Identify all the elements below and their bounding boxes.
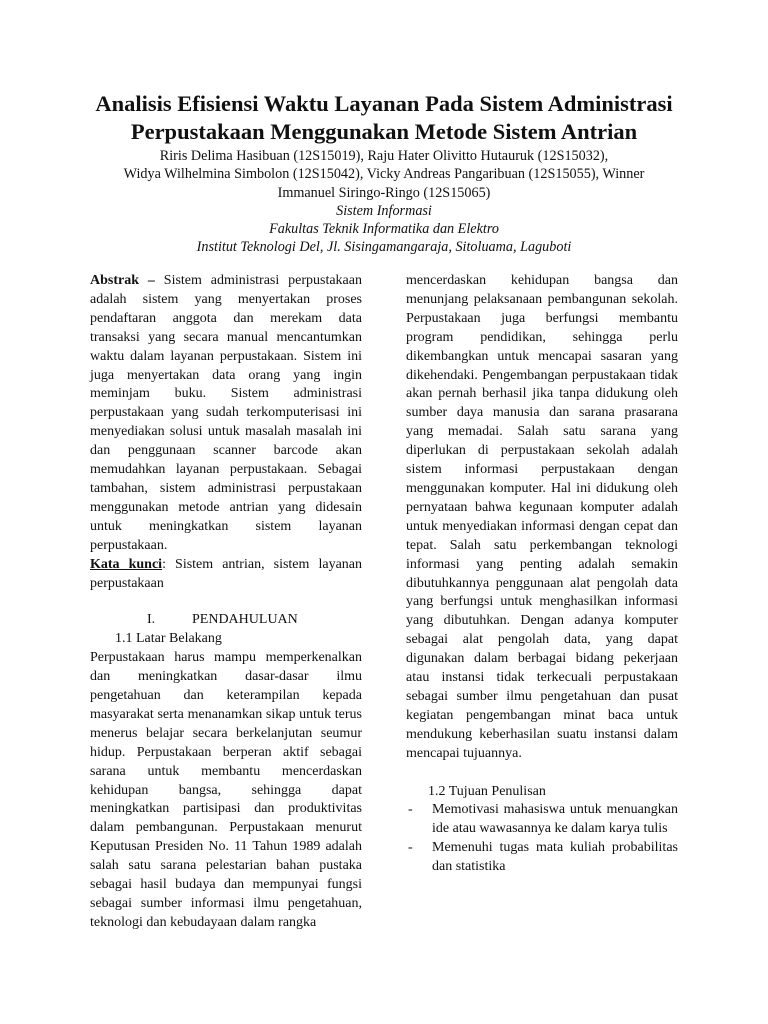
author-line-3: Immanuel Siringo-Ringo (12S15065) xyxy=(277,184,491,201)
author-line-2: Widya Wilhelmina Simbolon (12S15042), Vicky Andreas Pangaribuan (12S15055), Winner xyxy=(123,166,645,183)
faculty: Fakultas Teknik Informatika dan Elektro xyxy=(269,221,499,238)
bullet-dash: - xyxy=(408,802,413,818)
subsection-heading-1-1: 1.1 Latar Belakang xyxy=(115,631,222,647)
bullet-dash: - xyxy=(408,840,413,856)
keywords-text: : Sistem antrian, sistem layanan perpustakaan xyxy=(90,556,363,591)
keywords xyxy=(90,556,362,594)
keywords-label: Kata kunci xyxy=(90,556,163,572)
list-item xyxy=(406,801,678,839)
section-number: I. xyxy=(147,612,156,628)
department: Sistem Informasi xyxy=(336,202,432,219)
intro-paragraph-left: Perpustakaan harus mampu memperkenalkan dan meningkatkan dasar-dasar ilmu pengetahuan dan keterampilan kepada masyarakat serta menanamkan sikap untuk terus menerus belajar secara berkelanjutan seumur hidup. Perpustakaan berperan aktif sebagai sarana untuk membantu mencerdaskan kehidupan bangsa, sehingga dapat meningkatkan partisipasi dan produktivitas dalam pembangunan. Perpustakaan menurut Keputusan Presiden No. 11 Tahun 1989 adalah salah satu sarana pelestarian bahan pustaka sebagai hasil budaya dan mempunyai fungsi sebagai sumber informasi ilmu pengetahuan, teknologi dan kebudayaan dalam rangka xyxy=(90,650,362,930)
institute: Institut Teknologi Del, Jl. Sisingamangaraja, Sitoluama, Laguboti xyxy=(196,239,572,256)
list-item xyxy=(406,839,678,877)
intro-paragraph-right: mencerdaskan kehidupan bangsa dan menunjang pelaksanaan pembangunan sekolah. Perpustakaan juga berfungsi membantu program pendidikan, sehingga perlu dikembangkan untuk mencapai sasaran yang dikehendaki. Pengembangan perpustakaan tidak akan pernah berhasil jika tanpa didukung oleh sumber daya manusia dan sarana prasarana yang memadai. Salah satu sarana yang diperlukan di perpustakaan sekolah adalah sistem informasi perpustakaan dengan menggunakan komputer. Hal ini didukung oleh pernyataan bahwa kegunaan komputer adalah untuk menyediakan informasi dengan cepat dan tepat. Salah satu perkembangan teknologi informasi yang penting adalah semakin dibutuhkannya penggunaan alat pengolah data yang berfungsi untuk menghasilkan informasi yang dibutuhkan. Dengan adanya komputer sebagai alat pengolah data, yang dapat digunakan dalam berbagai bidang pekerjaan atau instansi tidak terkecuali perpustakaan sebagai sumber ilmu pengetahuan dan pusat kegiatan pengembangan minat baca untuk mendukung keberhasilan suatu instansi dalam mencapai tujuannya. xyxy=(406,273,678,761)
right-column xyxy=(406,272,678,877)
abstract-label: Abstrak – xyxy=(90,273,155,288)
section-title: PENDAHULUAN xyxy=(192,612,298,628)
subsection-heading-1-2: 1.2 Tujuan Penulisan xyxy=(428,783,546,799)
author-line-1: Riris Delima Hasibuan (12S15019), Raju Hater Olivitto Hutauruk (12S15032), xyxy=(159,148,609,164)
abstract-text: Sistem administrasi perpustakaan adalah sistem yang menyertakan proses pendaftaran anggota dan merekam data transaksi yang secara manual mencantumkan waktu dalam layanan perpustakaan. Sistem ini juga menyertakan data orang yang ingin meminjam buku. Sistem administrasi perpustakaan yang sudah terkomputerisasi ini menyediakan solusi untuk masalah masalah ini dan penggunaan scanner barcode akan memudahkan layanan perpustakaan. Sebagai tambahan, sistem administrasi perpustakaan menggunakan metode antrian yang didesain untuk meningkatkan sistem layanan perpustakaan. xyxy=(90,273,362,553)
goal-text: Memenuhi tugas mata kuliah probabilitas dan statistika xyxy=(432,840,678,875)
goal-text: Memotivasi mahasiswa untuk menuangkan ide atau wawasannya ke dalam karya tulis xyxy=(432,802,678,837)
abstract xyxy=(90,272,362,556)
goals-list xyxy=(406,801,678,877)
author-block xyxy=(40,147,728,257)
section-heading xyxy=(90,611,362,630)
left-column xyxy=(90,272,362,933)
paper-title: Analisis Efisiensi Waktu Layanan Pada Sistem Administrasi Perpustakaan Menggunakan Metode Sistem Antrian xyxy=(95,91,673,144)
